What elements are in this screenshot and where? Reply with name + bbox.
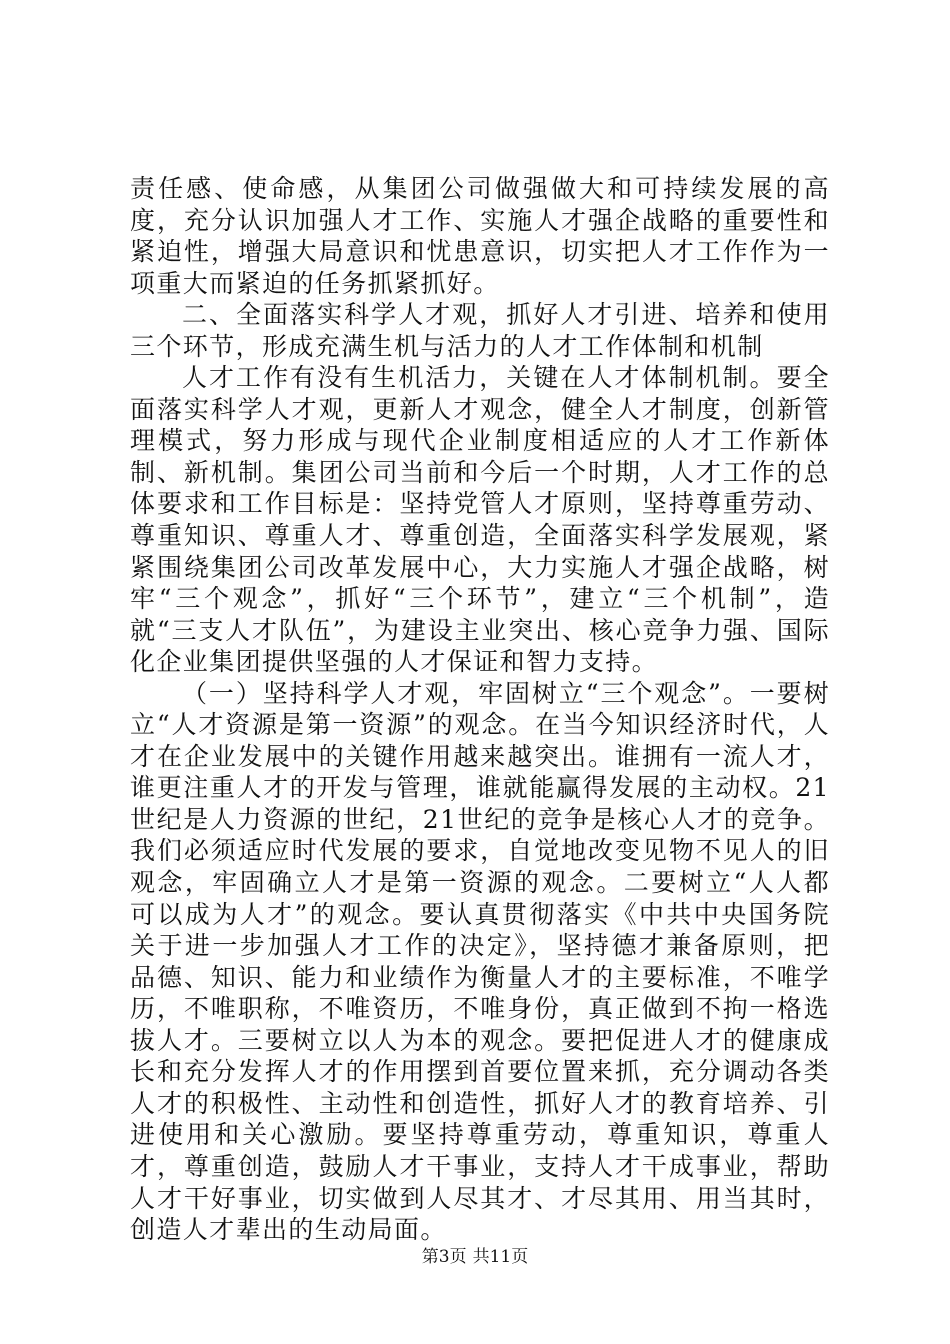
paragraph-continuation: 责任感、使命感，从集团公司做强做大和可持续发展的高度，充分认识加强人才工作、实施人才强企战略的重要性和紧迫性，增强大局意识和忧患意识，切实把人才工作作为一项重大而紧迫的任务抓紧抓好。 <box>130 174 830 298</box>
page-footer <box>0 1247 950 1267</box>
section-heading: 二、全面落实科学人才观，抓好人才引进、培养和使用三个环节，形成充满生机与活力的人才工作体制和机制 <box>130 300 830 361</box>
paragraph: （一）坚持科学人才观，牢固树立“三个观念”。一要树立“人才资源是第一资源”的观念。在当今知识经济时代，人才在企业发展中的关键作用越来越突出。谁拥有一流人才，谁更注重人才的开发与管理，谁就能赢得发展的主动权。21世纪是人力资源的世纪，21世纪的竞争是核心人才的竞争。我们必须适应时代发展的要求，自觉地改变见物不见人的旧观念，牢固确立人才是第一资源的观念。二要树立“人人都可以成为人才”的观念。要认真贯彻落实《中共中央国务院关于进一步加强人才工作的决定》，坚持德才兼备原则，把品德、知识、能力和业绩作为衡量人才的主要标准，不唯学历，不唯职称，不唯资历，不唯身份，真正做到不拘一格选拔人才。三要树立以人为本的观念。要把促进人才的健康成长和充分发挥人才的作用摆到首要位置来抓，充分调动各类人才的积极性、主动性和创造性，抓好人才的教育培养、引进使用和关心激励。要坚持尊重劳动，尊重知识，尊重人才，尊重创造，鼓励人才干事业，支持人才干成事业，帮助人才干好事业，切实做到人尽其才、才尽其用、用当其时，创造人才辈出的生动局面。 <box>130 678 830 1245</box>
document-body <box>130 173 830 1246</box>
page-total: 共11页 <box>472 1247 529 1267</box>
page-number: 第3页 <box>421 1247 467 1267</box>
paragraph: 人才工作有没有生机活力，关键在人才体制机制。要全面落实科学人才观，更新人才观念，健全人才制度，创新管理模式，努力形成与现代企业制度相适应的人才工作新体制、新机制。集团公司当前和今后一个时期，人才工作的总体要求和工作目标是：坚持党管人才原则，坚持尊重劳动、尊重知识、尊重人才、尊重创造，全面落实科学发展观，紧紧围绕集团公司改革发展中心，大力实施人才强企战略，树牢“三个观念”，抓好“三个环节”，建立“三个机制”，造就“三支人才队伍”，为建设主业突出、核心竞争力强、国际化企业集团提供坚强的人才保证和智力支持。 <box>130 363 830 677</box>
